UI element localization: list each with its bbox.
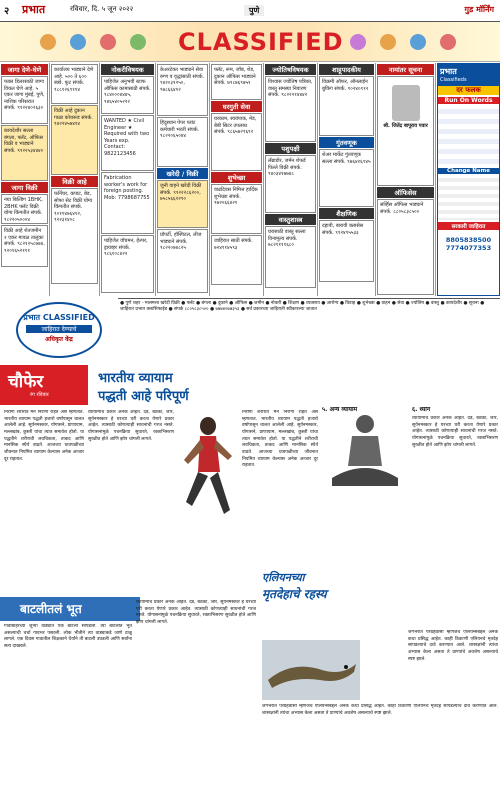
classified-ad: दहावी, बारावी क्लासेस संपर्क. ९९२४९५५३३ [319, 220, 374, 282]
classified-ad: कार्यालय भाड्याने देणे आहे. ५०० ते ६०० स्क्वे. फूट संपर्क. ९८८१२६९११४ [51, 64, 98, 104]
change-name-heading: Change Name [438, 168, 499, 174]
classified-ad: पाहिजेत वॉचमन, हेल्पर, ड्रायव्हर संपर्क. ९८६१०८४२२ [101, 235, 154, 293]
story-body-2: व्यायामाचे प्रकार अनेक आहेत. दंड, बैठका, जोर, सूर्यनमस्कार हे घरच्या घरी करता येणारे प्रकार आहेत. त्यासाठी कोणत्याही साधनांची गरज नसते. योगासनांमुळे पचनक्रिया सुधारते, रक्ताभिसरण सुरळीत होते आणि झोप चांगली लागते. [136, 600, 256, 625]
classified-center-logo [4, 300, 112, 362]
category-heading: जागा देणे-घेणे [1, 64, 48, 75]
benefit-heading: ६. ध्यान [412, 406, 431, 413]
category-heading: शुभेच्छा [211, 172, 262, 183]
category-heading: नोकरीविषयक [101, 64, 154, 75]
classified-ad: फर्निचर, कपाट, बेड, सोफा सेट विक्री योग्य किंमतीत संपर्क. ९०११४७६४९२, ९२२३१४०८ [51, 188, 98, 284]
article-body-col-5: जगभरात परग्रहवासी म्हणजेच एलियन्सबद्दल अनेक कथा प्रसिद्ध आहेत. काही ठिकाणी एलियनचे मृतदेह सापडल्याचे दावे करण्यात आले. शास्त्रज्ञांनी त्यांचा अभ्यास केला असता ते प्राण्यांचे अवशेष असल्याचे स्पष्ट झाले. [408, 630, 498, 662]
classified-ad: जाहिरात साठी संपर्क. ७२४९१४५९३ [211, 235, 262, 285]
category-heading: विक्री आहे [51, 176, 98, 187]
category-heading: शाहूपादकीय [319, 64, 374, 75]
classified-ad: प्रॉपर्टी, हॉस्पिटल, लीज भाड्याने संपर्क. ९८२२०७४८२५ [157, 229, 208, 293]
headline-line-2: पद्धती आहे परिपूर्ण [98, 389, 189, 404]
classified-column-6 [264, 63, 318, 296]
runner-image [178, 410, 238, 535]
page-number: २ [4, 6, 10, 17]
story-body-1: गावाबाहेरच्या जुन्या वाड्यात एक बाटली सापडली. त्या बाटलीत भूत असल्याची चर्चा गावभर पसरली. लोक भीतीने त्या वाड्याकडे जाणे टाळू लागले. एक दिवस गावातील शिक्षकाने धैर्याने ती बाटली उघडली आणि सर्वांना सत्य दाखवले. [4, 624, 132, 649]
classified-ad: नया बिल्डिंग 1BHK, 2BHK फ्लॅट विक्री योग्य किंमतीत संपर्क. ९८२२०५०००४ [1, 194, 48, 224]
classified-column-3 [100, 63, 156, 296]
chauffeur-subtitle: रंग रविवार [30, 392, 49, 398]
category-heading: नामांतर सूचना [377, 64, 434, 75]
name-change-notice [377, 76, 434, 186]
alien-article-body: जगभरात परग्रहवासी म्हणजेच एलियन्सबद्दल अनेक कथा प्रसिद्ध आहेत. काही ठिकाणी एलियनचे मृतदेह सापडल्याचे दावे करण्यात आले. शास्त्रज्ञांनी त्यांचा अभ्यास केला असता ते प्राण्यांचे अवशेष असल्याचे स्पष्ट झाले. [262, 704, 498, 716]
classified-column-4 [156, 63, 210, 296]
ticker-text: ● पुणे शहर - मालमत्ता खरेदी विक्री ● फ्लॅट ● बंगला ● दुकाने ● ऑफिस ● जमीन ● नोकरी ● शिक्षण ● व्यवसाय ● आरोग्य ● विवाह ● शुभेच्छा ● वाहन ● सेवा ● ज्योतिष ● वास्तु ● कायदेशीर ● सूचना ● जाहिरात प्रभात क्लासिफाईड ● संपर्क ८८०५८३८५०० ● ७७७४०७७३५३ ● सर्व प्रकारच्या जाहिराती स्वीकारल्या जातात [120, 301, 485, 313]
car-icon [70, 34, 86, 50]
classified-ad: विक्री आहे दुकान गाळा कोथरूड संपर्क. ९४२२४५७४१४ [51, 105, 98, 175]
alien-headline-1: एलियनच्या [262, 571, 305, 584]
change-name-rates [438, 174, 499, 220]
issue-date: रविवार, दि. ५ जून २०२२ [70, 5, 134, 13]
feature-headline [90, 368, 295, 408]
rate-table [438, 104, 499, 166]
banner-title: CLASSIFIED [178, 28, 344, 56]
classified-ad: विक्रमी ऑफर, ऑनलाईन बुकिंग संपर्क. ९०२४०११२ [319, 76, 374, 136]
article-body-col-1: निरोगी शरीरात मन निरोगी राहते असे म्हणतात. भारतीय व्यायाम पद्धती हजारो वर्षांपासून चालत आलेली आहे. सूर्यनमस्कार, योगासने, प्राणायाम, मल्लखांब, कुस्ती यांचा त्यात समावेश होतो. या पद्धतीने शरीराची लवचिकता, ताकद आणि मानसिक स्थैर्य वाढते. आजच्या धावपळीच्या जीवनात नियमित व्यायाम केल्यास अनेक आजार दूर राहतात. [4, 410, 84, 462]
story-title: बाटलीतलं भूत [20, 602, 82, 616]
classified-ad: शेअर मार्केट गुंतवणूक सल्ला संपर्क. ९७६४२६९४५ [319, 149, 374, 207]
classified-column-7 [318, 63, 376, 296]
headline-line-1: भारतीय व्यायाम [98, 371, 173, 386]
category-heading: गुंतवणूक [319, 137, 374, 148]
category-heading: शैक्षणिक [319, 208, 374, 219]
bike-icon [410, 34, 426, 50]
classified-ad: घरकाम, स्वयंपाक, मेड, बेबी सिटर उपलब्ध संपर्क. ९८६५७२९६९२ [211, 113, 262, 171]
section-name: गुड मॉर्निंग [464, 5, 494, 14]
rate-card-subtitle: Classifieds [440, 77, 467, 83]
contact-phone-1: 8805838500 [445, 236, 492, 244]
govt-ad-heading: सरकारी जाहिरात [438, 222, 499, 230]
edition-city: पुणे [244, 5, 264, 16]
chauffeur-masthead [0, 365, 88, 405]
phone-icon [380, 34, 396, 50]
page-header [0, 0, 500, 22]
rate-card [437, 63, 500, 296]
alien-image [262, 640, 360, 700]
classified-column-2 [50, 63, 100, 296]
classified-ad: विश्वास ज्योतिष पत्रिका, वास्तु समस्या निवारण संपर्क. ९८२२२१४४४२ [265, 76, 316, 142]
laptop-icon [350, 34, 366, 50]
list-heading: ५. अन्य व्यायाम [322, 406, 358, 413]
category-heading: ऑफिसेस [377, 187, 434, 198]
classified-ad: फ्लॅट, रूम, जॉब, शेड, दुकान ऑफिस भाड्याने संपर्क. ७९८७६९७५१ [211, 64, 262, 100]
classified-ticker [118, 298, 500, 363]
classified-ad: सर्व्हिस ऑफिस भाड्याने संपर्क. ८८०५८३८५०० [377, 199, 434, 295]
category-heading: पशुपक्षी [265, 143, 316, 154]
classified-ad: केअरटेकर भाड्याने सेवा रुग्ण व वृद्धांसाठी संपर्क. ९४२०३१२५०, ९७८६६४१२ [157, 64, 208, 116]
run-on-words-heading: Run On Words [438, 97, 499, 104]
classified-ad: WANTED ★ Civil Engineer ★ Required with two Years exp. Contact: 9822123456 [101, 115, 154, 171]
article-body-col-3: निरोगी शरीरात मन निरोगी राहते असे म्हणतात. भारतीय व्यायाम पद्धती हजारो वर्षांपासून चालत आलेली आहे. सूर्यनमस्कार, योगासने, प्राणायाम, मल्लखांब, कुस्ती यांचा त्यात समावेश होतो. या पद्धतीने शरीराची लवचिकता, ताकद आणि मानसिक स्थैर्य वाढते. आजच्या धावपळीच्या जीवनात नियमित व्यायाम केल्यास अनेक आजार दूर राहतात. [242, 410, 318, 469]
classified-ad: Fabrication worker's work for foreign posting. Mob: 7798687755 [101, 172, 154, 234]
briefcase-icon [100, 34, 116, 50]
story-title-box [0, 597, 140, 621]
article-body-col-2: व्यायामाचे प्रकार अनेक आहेत. दंड, बैठका, जोर, सूर्यनमस्कार हे घरच्या घरी करता येणारे प्रकार आहेत. त्यासाठी कोणत्याही साधनांची गरज नसते. योगासनांमुळे पचनक्रिया सुधारते, रक्ताभिसरण सुरळीत होते आणि झोप चांगली लागते. [88, 410, 174, 442]
category-heading: जागा विक्री [1, 182, 48, 193]
rate-card-title: दर फलक [438, 86, 499, 95]
classified-column-8 [376, 63, 436, 296]
classified-ad: फक्त डिलरसाठी जागा विकत घेणे आहे. ५ एकर जागा मुंबई, पुणे, नाशिक परिसरात संपर्क. ९९२२४०२६३० [1, 76, 48, 124]
category-heading: घरगुती सेवा [211, 101, 262, 112]
rings-icon [130, 34, 146, 50]
newspaper-logo: प्रभात [22, 3, 46, 16]
classified-ad: लॅब्राडोर, जर्मन शेफर्ड पिल्ले विक्री संपर्क. ९४०३४१७७४८ [265, 155, 316, 213]
person-name: श्री. जितेंद्र बापूराव पवार [383, 123, 428, 129]
category-heading: ज्योतिषविषयक [265, 64, 316, 75]
meditation-image [322, 406, 408, 496]
circle-brand: प्रभात CLASSIFIED [23, 313, 95, 322]
classified-ad: घरासाठी वास्तु सल्ला विनामूल्य संपर्क. ७८२११११६८० [265, 226, 316, 288]
classified-ad: पाहिजेत अनुभवी स्टाफ ऑफिस कामासाठी संपर्क. ९८४०००४४४५, ९४६५४०५२२२ [101, 76, 154, 114]
circle-sub2: अधिकृत केंद्र [45, 336, 73, 343]
category-heading: वास्तुशास्त्र [265, 214, 316, 225]
house-icon [40, 34, 56, 50]
classified-ad: वाढदिवस निमित्त हार्दिक शुभेच्छा संपर्क. ९७२०६६४२१ [211, 184, 262, 234]
classified-column-1 [0, 63, 50, 296]
classified-ad: विक्री आहे शेतजमीन २ एकर मावळ तालुका संपर्क. ९८२१२५८७७४, ९२०१६५२१११ [1, 225, 48, 267]
article-body-col-4: व्यायामाचे प्रकार अनेक आहेत. दंड, बैठका, जोर, सूर्यनमस्कार हे घरच्या घरी करता येणारे प्रकार आहेत. त्यासाठी कोणत्याही साधनांची गरज नसते. योगासनांमुळे पचनक्रिया सुधारते, रक्ताभिसरण सुरळीत होते आणि झोप चांगली लागते. [412, 416, 498, 448]
circle-sub: जाहिरात देण्याचे [26, 325, 92, 333]
category-heading: खरेदी / विक्री [157, 168, 208, 179]
rate-card-logo: प्रभात [440, 67, 457, 76]
alien-headline-2: मृतदेहाचे रहस्य [262, 587, 327, 601]
classified-banner [0, 22, 500, 62]
classified-column-5 [210, 63, 264, 296]
chauffeur-title: चौफेर [8, 372, 44, 392]
gift-icon [440, 34, 456, 50]
contact-phone-2: 7774077353 [445, 244, 492, 252]
classified-ad: जुनी वाहने खरेदी विक्री संपर्क. ९९२२२८६२००, ७५८५६६२२९० [157, 180, 208, 228]
classified-ad: हिंदुस्थान पेपर प्लांट कर्मचारी भरती संपर्क. ९८२२०६५०४४ [157, 117, 208, 167]
person-photo [392, 85, 420, 121]
alien-headline [262, 570, 402, 630]
classified-ad: कायदेशीर सल्ला बंगला, फ्लॅट, ऑफिस विक्री व भाड्याने संपर्क. ९९२२५३४४४० [1, 125, 48, 181]
